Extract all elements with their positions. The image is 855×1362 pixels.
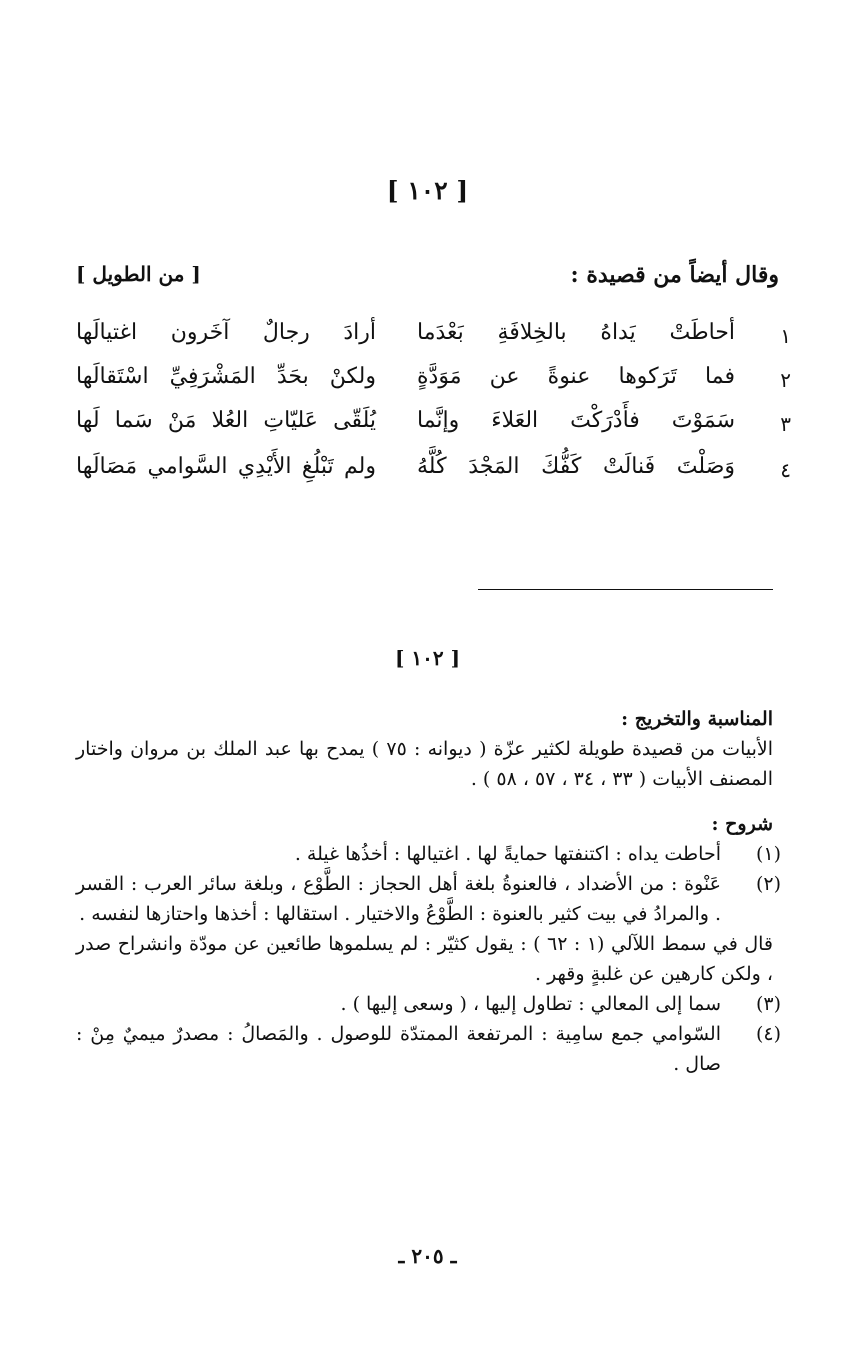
verse-second-hemistich: ولكنْ بحَدِّ المَشْرَفِيِّ اسْتَقالَها xyxy=(76,364,376,389)
verse-1 xyxy=(76,320,791,362)
sources-heading: المناسبة والتخريج : xyxy=(621,708,773,730)
commentary-number: (٤) xyxy=(755,1023,781,1045)
verse-number: ١ xyxy=(780,324,791,348)
commentary-text: قال في سمط اللآلي (١ : ٦٢ ) : يقول كثيّر : لم يسلموها طائعين عن مودّة وانشراح صدر ، ولكن كارهين عن غلبةٍ وقهر . xyxy=(76,933,774,985)
verse-3 xyxy=(76,408,791,450)
verse-second-hemistich: ولم تَبْلُغِ الأَيْدِي السَّوامي مَصَالَها xyxy=(76,454,376,479)
commentary-text: سما إلى المعالي : تطاول إليها ، ( وسعى إليها ) . xyxy=(340,993,721,1015)
verse-first-hemistich: أحاطَتْ يَداهُ بالخِلافَةِ بَعْدَما xyxy=(417,320,735,345)
notes-number: [ ١٠٢ ] xyxy=(394,646,461,670)
verse-first-hemistich: فما تَرَكوها عنوةً عن مَوَدَّةٍ xyxy=(417,364,735,389)
verse-first-hemistich: سَمَوْتَ فأَدْرَكْتَ العَلاءَ وإنَّما xyxy=(417,408,735,433)
commentary-item-2 xyxy=(76,869,781,929)
poem-intro: وقال أيضاً من قصيدة : xyxy=(570,262,779,288)
commentary-text: أحاطت يداه : اكتنفتها حمايةً لها . اغتيالها : أخذُها غيلة . xyxy=(294,843,721,865)
commentary-number: (٢) xyxy=(755,873,781,895)
verse-2 xyxy=(76,364,791,406)
commentary-text: السّوامي جمع سامِية : المرتفعة الممتدّة للوصول . والمَصالُ : مصدرٌ ميميٌ مِنْ : صال . xyxy=(76,1023,721,1075)
page-number: ـ ٢٠٥ ـ xyxy=(398,1244,457,1268)
notes-section xyxy=(76,704,781,1079)
verse-second-hemistich: يُلَقّى عَليّاتِ العُلا مَنْ سَما لَها xyxy=(76,408,376,433)
commentary-item-1 xyxy=(76,839,781,869)
poem-number: [ ١٠٢ ] xyxy=(386,176,469,205)
poem-meter: [ من الطويل ] xyxy=(76,262,201,286)
commentary-heading: شروح : xyxy=(711,813,773,835)
verse-second-hemistich: أرادَ رجالٌ آخَرون اغتيالَها xyxy=(76,320,376,345)
sources-text: الأبيات من قصيدة طويلة لكثير عزّة ( ديوانه : ٧٥ ) يمدح بها عبد الملك بن مروان واختار المصنف الأبيات ( ٣٣ ، ٣٤ ، ٥٧ ، ٥٨ ) . xyxy=(76,738,773,790)
commentary-item-3 xyxy=(76,989,781,1019)
footnote-separator xyxy=(478,589,773,590)
commentary-quote xyxy=(76,929,773,989)
commentary-number: (٣) xyxy=(755,993,781,1015)
verse-first-hemistich: وَصَلْتَ فَنالَتْ كَفُّكَ المَجْدَ كُلَّهُ xyxy=(417,454,735,479)
commentary-number: (١) xyxy=(755,843,781,865)
commentary-item-4 xyxy=(76,1019,781,1079)
verse-number: ٣ xyxy=(780,412,791,436)
poem-intro-row xyxy=(76,262,779,296)
verse-number: ٢ xyxy=(780,368,791,392)
verse-4 xyxy=(76,454,791,496)
commentary-text: عَنْوة : من الأضداد ، فالعنوةُ بلغة أهل الحجاز : الطَّوْع ، وبلغة سائر العرب : القسر . والمرادُ في بيت كثير بالعنوة : الطَّوْعُ والاختيار . استقالها : أخذها واحتازها لنفسه . xyxy=(76,873,721,925)
verse-number: ٤ xyxy=(780,458,791,482)
